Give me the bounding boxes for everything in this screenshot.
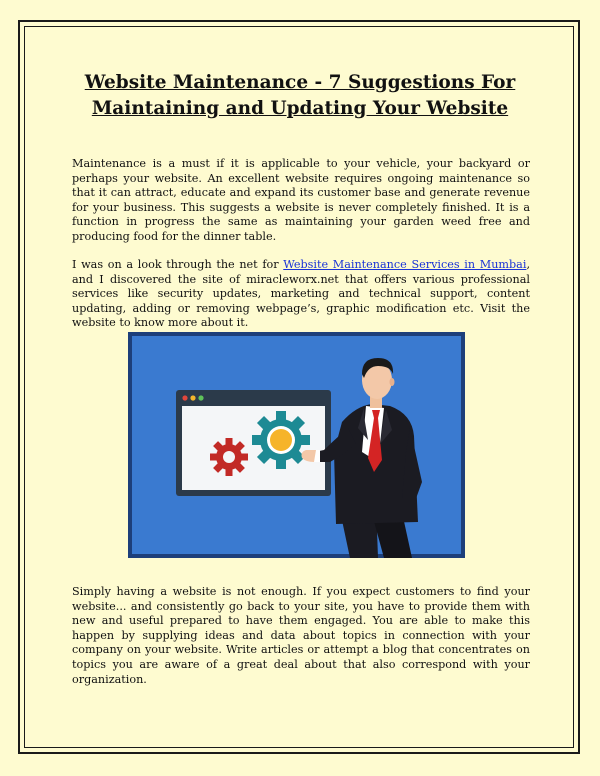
paragraph-services-end: , and I discovered the site of miracleworx.net that offers various professional services like security updates, marketing and technical support, content updating, adding or removing webpage’s, graphic modification etc. Visit the website to know more about it.: [72, 258, 530, 330]
businessman-presenting-gears-icon: [128, 332, 465, 558]
paragraph-content-advice: Simply having a website is not enough. If you expect customers to find your website... and consistently go back to your site, you have to provide them with new and useful prepared to have them engaged. You are able to make this happen by supplying ideas and data about topics in connection with your company on your website. Write articles or attempt a blog that concentrates on topics you are aware of a great deal about that also correspond with your organization.: [72, 585, 530, 686]
document-title: Website Maintenance - 7 Suggestions For Maintaining and Updating Your Website: [84, 72, 516, 119]
website-maintenance-link[interactable]: Website Maintenance Services in Mumbai: [283, 258, 527, 271]
paragraph-services-start: I was on a look through the net for: [72, 258, 284, 271]
paragraph-intro: Maintenance is a must if it is applicable to your vehicle, your backyard or perhaps your website. An excellent website requires ongoing maintenance so that it can attract, educate and expand its customer base and generate revenue for your business. This suggests a website is never completely finished. It is a function in progress the same as maintaining your garden weed free and producing food for the dinner table.: [72, 157, 530, 243]
paragraph-services: [72, 258, 530, 331]
